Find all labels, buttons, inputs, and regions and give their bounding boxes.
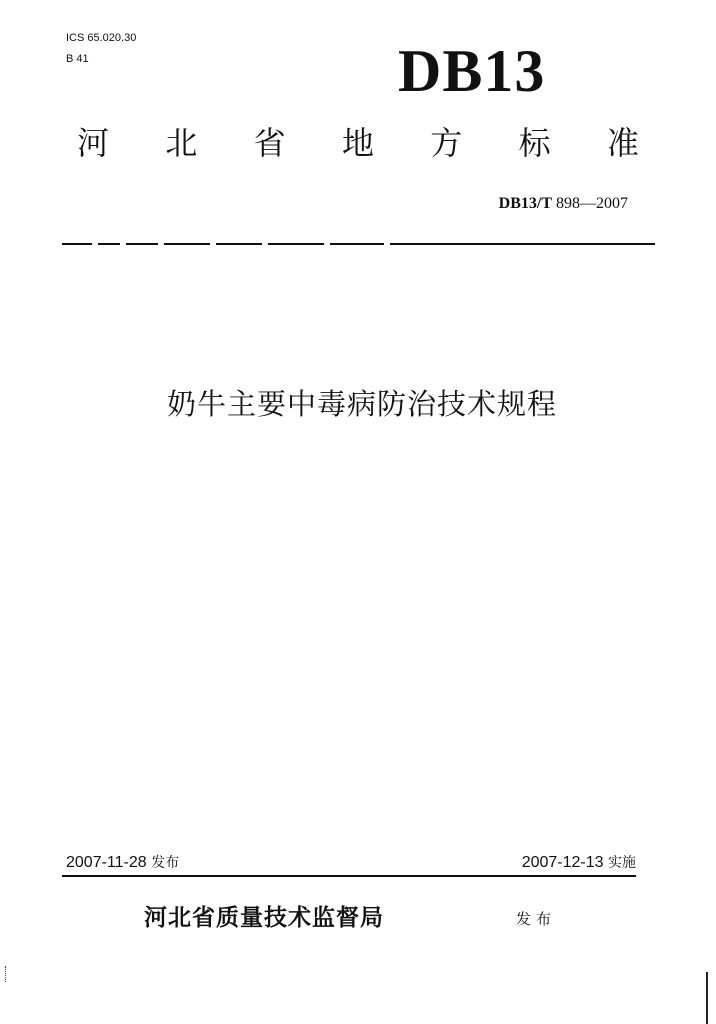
standard-number-value: 898—2007 bbox=[556, 195, 628, 212]
standard-number-prefix: DB13/T bbox=[498, 195, 552, 212]
standard-category-char: 省 bbox=[253, 124, 286, 162]
standard-category-title bbox=[70, 120, 646, 166]
issue-date-value: 2007-11-28 bbox=[66, 854, 147, 871]
standard-category-char: 方 bbox=[430, 124, 463, 162]
standard-category-char: 北 bbox=[165, 124, 198, 162]
ics-code: ICS 65.020.30 bbox=[66, 32, 137, 44]
standard-category-char: 准 bbox=[606, 124, 639, 162]
issue-date bbox=[66, 852, 179, 874]
publisher-name: 河北省质量技术监督局 bbox=[144, 905, 384, 931]
header-rule-gaps bbox=[62, 240, 392, 248]
publish-label: 发布 bbox=[516, 910, 557, 928]
footer-rule bbox=[62, 875, 636, 877]
implementation-date-value: 2007-12-13 bbox=[521, 854, 604, 871]
scan-artifact-dots bbox=[5, 966, 8, 982]
document-title: 奶牛主要中毒病防治技术规程 bbox=[166, 387, 557, 421]
standard-category-char: 地 bbox=[341, 124, 374, 162]
standard-number bbox=[499, 194, 628, 214]
standard-category-char: 标 bbox=[518, 124, 551, 162]
implementation-date-label: 实施 bbox=[608, 855, 636, 871]
issue-date-label: 发布 bbox=[151, 855, 180, 871]
implementation-date bbox=[522, 852, 636, 874]
ccs-code: B 41 bbox=[66, 53, 89, 65]
standard-category-char: 河 bbox=[76, 124, 109, 162]
page-edge-mark bbox=[706, 972, 708, 1024]
db-logo: DB13 bbox=[398, 38, 546, 104]
